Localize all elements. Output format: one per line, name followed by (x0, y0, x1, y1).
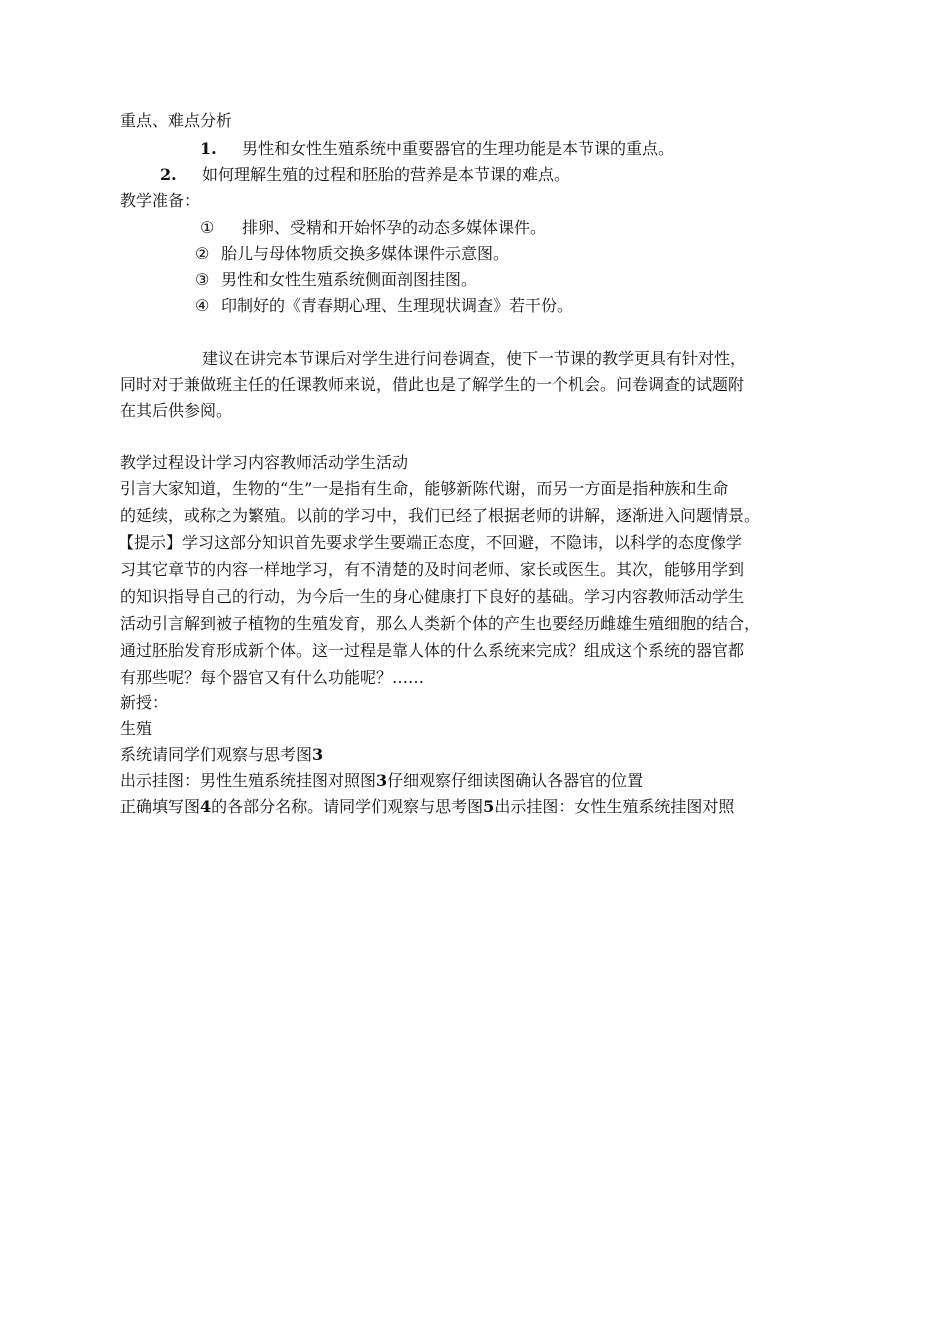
heading-prep: 教学准备： (120, 191, 201, 210)
item-text: 印制好的《青春期心理、生理现状调查》若干份。 (221, 296, 574, 315)
heading-analysis: 重点、难点分析 (120, 111, 233, 130)
prep-item-4 (195, 293, 573, 319)
prep-item-2 (195, 241, 509, 267)
item-text: 排卵、受精和开始怀孕的动态多媒体课件。 (242, 218, 547, 237)
figure-number: 4 (200, 797, 212, 816)
line-text: 出示挂图：男性生殖系统挂图对照图 (120, 771, 377, 790)
line-text: 系统请同学们观察与思考图 (120, 745, 313, 764)
item-number: ③ (195, 270, 210, 289)
body-line: 的知识指导自己的行动，为今后一生的身心健康打下良好的基础。学习内容教师活动学生 (120, 587, 745, 606)
item-text: 男性和女性生殖系统侧面剖图挂图。 (221, 270, 478, 289)
line-text: 的各部分名称。请同学们观察与思考图 (211, 797, 484, 816)
suggestion-line: 建议在讲完本节课后对学生进行问卷调查，使下一节课的教学更具有针对性， (202, 349, 747, 368)
new-lesson-heading: 新授： (120, 693, 169, 712)
suggestion-line: 在其后供参阅。 (120, 401, 233, 420)
fill-in-line (120, 794, 734, 820)
line-text: 正确填写图 (120, 797, 201, 816)
body-line: 有那些呢？每个器官又有什么功能呢？…… (120, 668, 425, 687)
body-line: 习其它章节的内容一样地学习，有不清楚的及时问老师、家长或医生。其次，能够用学到 (120, 560, 745, 579)
body-line: 引言大家知道，生物的“生”一是指有生命，能够新陈代谢，而另一方面是指种族和生命 (120, 479, 729, 498)
show-chart-line (120, 768, 643, 794)
prep-item-1 (200, 215, 546, 241)
line-text: 仔细观察仔细读图确认各器官的位置 (387, 771, 644, 790)
design-heading: 教学过程设计学习内容教师活动学生活动 (120, 453, 409, 472)
item-text: 男性和女性生殖系统中重要器官的生理功能是本节课的重点。 (242, 139, 675, 158)
item-number: 2. (160, 165, 177, 184)
body-line: 【提示】学习这部分知识首先要求学生要端正态度，不回避，不隐讳，以科学的态度像学 (118, 533, 743, 552)
item-number: ④ (195, 296, 210, 315)
section-label: 生殖 (120, 719, 153, 738)
system-line (120, 742, 323, 768)
body-line: 的延续，或称之为繁殖。以前的学习中，我们已经了根据老师的讲解，逐渐进入问题情景。 (120, 506, 761, 525)
item-number: ① (200, 218, 215, 237)
suggestion-line: 同时对于兼做班主任的任课教师来说，借此也是了解学生的一个机会。问卷调查的试题附 (120, 375, 745, 394)
line-text: 出示挂图：女性生殖系统挂图对照 (494, 797, 735, 816)
figure-number: 3 (376, 771, 388, 790)
prep-item-3 (195, 267, 477, 293)
item-number: 1. (200, 139, 217, 158)
item-text: 如何理解生殖的过程和胚胎的营养是本节课的难点。 (202, 165, 571, 184)
analysis-item-2 (160, 162, 570, 188)
body-line: 通过胚胎发育形成新个体。这一过程是靠人体的什么系统来完成？组成这个系统的器官都 (120, 641, 745, 660)
body-line: 活动引言解到被子植物的生殖发育，那么人类新个体的产生也要经历雌雄生殖细胞的结合， (120, 614, 761, 633)
figure-number: 5 (483, 797, 495, 816)
analysis-item-1 (200, 136, 674, 162)
item-text: 胎儿与母体物质交换多媒体课件示意图。 (221, 244, 510, 263)
figure-number: 3 (312, 745, 324, 764)
item-number: ② (195, 244, 210, 263)
